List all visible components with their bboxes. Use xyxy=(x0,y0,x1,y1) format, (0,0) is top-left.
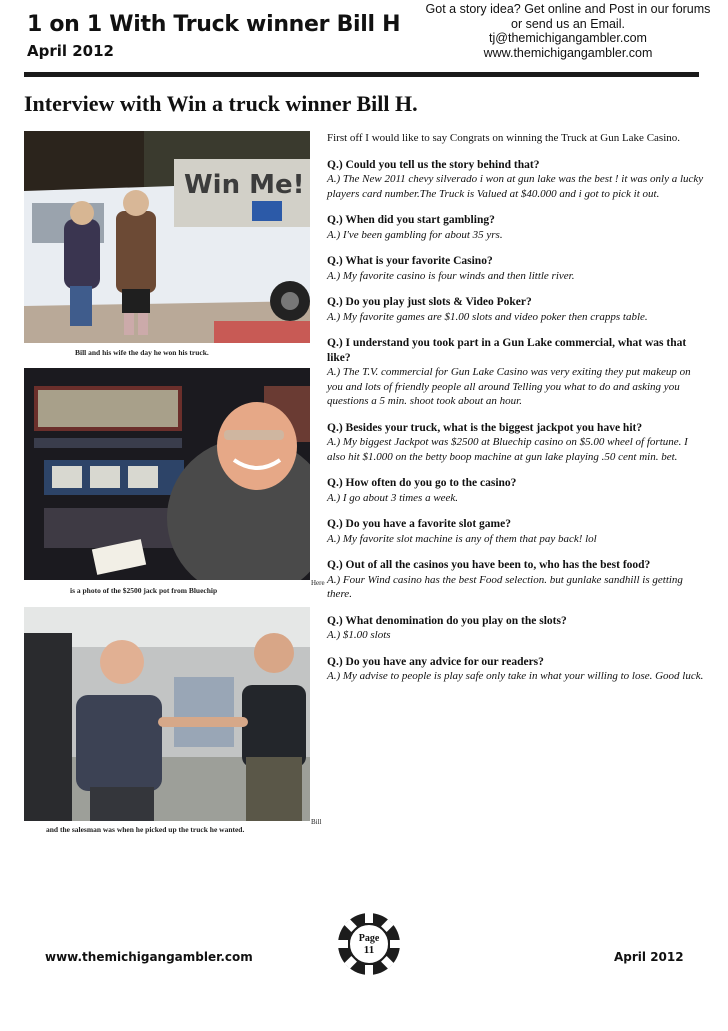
question: Q.) What is your favorite Casino? xyxy=(327,255,493,267)
qa-item xyxy=(327,421,707,465)
photo-side-label: Here xyxy=(311,579,325,587)
photo-jackpot xyxy=(24,368,310,580)
qa-item xyxy=(327,655,707,684)
article-headline: Interview with Win a truck winner Bill H. xyxy=(24,91,418,116)
qa-item xyxy=(327,295,707,324)
qa-item xyxy=(327,476,707,505)
header-divider xyxy=(24,72,699,77)
photo-side-label: Bill xyxy=(311,818,322,826)
answer: A.) I've been gambling for about 35 yrs. xyxy=(327,228,503,241)
qa-item xyxy=(327,158,707,202)
question: Q.) Could you tell us the story behind that? xyxy=(327,158,540,171)
contact-line: Got a story idea? Get online and Post in our forums xyxy=(425,2,711,16)
photo-caption: Bill and his wife the day he won his truck. xyxy=(75,348,209,357)
contact-website: www.themichigangambler.com xyxy=(483,45,653,60)
newsletter-title: 1 on 1 With Truck winner Bill H xyxy=(27,12,401,37)
qa-item xyxy=(327,614,707,643)
answer: A.) Four Wind casino has the best Food selection. but gunlake sandhill is getting there. xyxy=(327,573,683,600)
intro-text: First off I would like to say Congrats on winning the Truck at Gun Lake Casino. xyxy=(327,132,680,144)
page-number: 11 xyxy=(363,944,375,956)
interview-column xyxy=(327,131,707,696)
qa-item xyxy=(327,558,707,602)
photo-caption: is a photo of the $2500 jack pot from Bluechip xyxy=(70,586,218,595)
qa-item xyxy=(327,517,707,546)
issue-date: April 2012 xyxy=(27,42,114,60)
question: Q.) What denomination do you play on the slots? xyxy=(327,614,567,627)
footer-website: www.themichigangambler.com xyxy=(45,950,253,964)
page-word: Page xyxy=(358,933,380,944)
photo-caption: and the salesman was when he picked up the truck he wanted. xyxy=(46,825,245,834)
question: Q.) Do you have any advice for our readers? xyxy=(327,655,544,668)
qa-item xyxy=(327,213,707,242)
contact-block xyxy=(418,2,718,60)
contact-email: tj@themichigangambler.com xyxy=(489,31,647,45)
question: Q.) Do you play just slots & Video Poker? xyxy=(327,296,532,308)
answer: A.) $1.00 slots xyxy=(327,629,391,641)
photo-handshake xyxy=(24,607,310,821)
answer: A.) The New 2011 chevy silverado i won at gun lake was the best ! it was only a lucky players card number.The Truck is Valued at $40.000 and i got to pick it out. xyxy=(327,173,704,200)
question: Q.) Do you have a favorite slot game? xyxy=(327,518,511,530)
answer: A.) My favorite slot machine is any of them that pay back! lol xyxy=(327,532,597,545)
photo-truck-winner xyxy=(24,131,310,343)
question: Q.) Besides your truck, what is the biggest jackpot you have hit? xyxy=(327,421,643,434)
contact-line: or send us an Email. xyxy=(511,16,625,31)
question: Q.) When did you start gambling? xyxy=(327,214,495,226)
poker-chip-icon xyxy=(337,912,401,976)
footer-date: April 2012 xyxy=(614,950,684,964)
banner-text: Win Me! xyxy=(184,170,305,200)
qa-item xyxy=(327,336,707,409)
answer: A.) My advise to people is play safe only take in what your willing to lose. Good luck. xyxy=(327,670,704,682)
answer: A.) My biggest Jackpot was $2500 at Bluechip casino on $5.00 wheel of fortune. I also hit $1.000 on the betty boop machine at gun lake playing .50 cent min. bet. xyxy=(327,436,688,463)
answer: A.) My favorite casino is four winds and then little river. xyxy=(327,269,575,282)
question: Q.) I understand you took part in a Gun Lake commercial, what was that like? xyxy=(327,337,687,364)
answer: A.) The T.V. commercial for Gun Lake Casino was very exiting they put makeup on you and lots of friendly people all around Telling you what to do and asking you questions a 5 min. shoot took about an hour. xyxy=(327,366,691,407)
question: Q.) Out of all the casinos you have been to, who has the best food? xyxy=(327,559,651,571)
question: Q.) How often do you go to the casino? xyxy=(327,477,517,489)
answer: A.) I go about 3 times a week. xyxy=(327,491,459,504)
answer: A.) My favorite games are $1.00 slots and video poker then crapps table. xyxy=(327,310,648,323)
qa-item xyxy=(327,254,707,283)
